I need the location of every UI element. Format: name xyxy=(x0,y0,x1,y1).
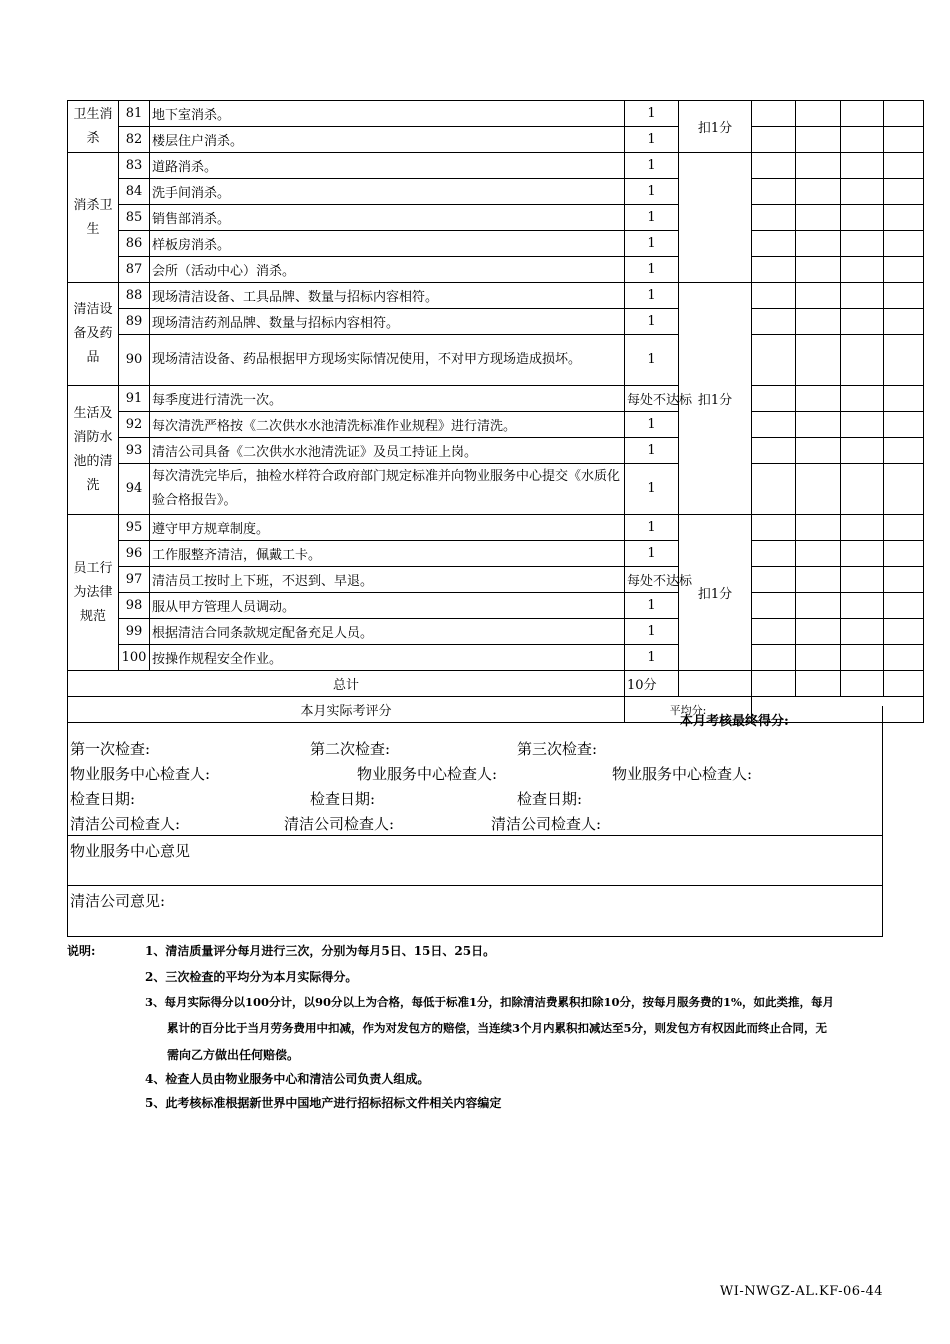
blank-score-cell xyxy=(796,619,841,645)
table-row xyxy=(68,515,924,541)
item-text: 清洁公司具备《二次供水水池清洗证》及员工持证上岗。 xyxy=(150,438,625,464)
blank-cell xyxy=(679,671,752,697)
item-number: 94 xyxy=(119,464,150,515)
item-score: 1 xyxy=(625,101,679,127)
table-row xyxy=(68,231,924,257)
item-text: 现场清洁设备、工具品牌、数量与招标内容相符。 xyxy=(150,283,625,309)
blank-score-cell xyxy=(884,412,924,438)
blank-score-cell xyxy=(841,386,884,412)
blank-score-cell xyxy=(752,671,796,697)
blank-score-cell xyxy=(796,464,841,515)
item-number: 86 xyxy=(119,231,150,257)
blank-score-cell xyxy=(752,412,796,438)
blank-score-cell xyxy=(752,127,796,153)
item-score: 1 xyxy=(625,438,679,464)
blank-score-cell xyxy=(841,231,884,257)
note-5: 5、此考核标准根据新世界中国地产进行招标招标文件相关内容编定 xyxy=(145,1096,502,1110)
blank-score-cell xyxy=(884,541,924,567)
table-row xyxy=(68,541,924,567)
note-3b: 累计的百分比于当月劳务费用中扣减，作为对发包方的赔偿，当连续3个月内累积扣减达至5分，则发包方有权因此而终止合同，无 xyxy=(167,1021,827,1035)
category-cell: 生活及消防水池的清洗 xyxy=(68,386,119,515)
blank-score-cell xyxy=(841,515,884,541)
blank-score-cell xyxy=(884,515,924,541)
check-date-3: 检查日期: xyxy=(517,790,583,808)
blank-score-cell xyxy=(796,593,841,619)
check-date-2: 检查日期: xyxy=(310,790,376,808)
item-score: 每处不达标 xyxy=(625,386,679,412)
item-text: 现场清洁药剂品牌、数量与招标内容相符。 xyxy=(150,309,625,335)
item-text: 洗手间消杀。 xyxy=(150,179,625,205)
item-text: 根据清洁合同条款规定配备充足人员。 xyxy=(150,619,625,645)
item-score: 1 xyxy=(625,412,679,438)
blank-score-cell xyxy=(752,386,796,412)
item-text: 现场清洁设备、药品根据甲方现场实际情况使用，不对甲方现场造成损坏。 xyxy=(150,335,625,386)
table-row xyxy=(68,127,924,153)
clean-inspector-2: 清洁公司检查人: xyxy=(284,815,395,833)
table-row xyxy=(68,412,924,438)
item-text: 样板房消杀。 xyxy=(150,231,625,257)
blank-score-cell xyxy=(752,645,796,671)
blank-score-cell xyxy=(796,127,841,153)
blank-score-cell xyxy=(796,412,841,438)
deduct-cell: 扣1分 xyxy=(679,283,752,515)
total-row xyxy=(68,671,924,697)
blank-score-cell xyxy=(752,257,796,283)
item-text: 按操作规程安全作业。 xyxy=(150,645,625,671)
final-score-label: 本月考核最终得分: xyxy=(680,714,789,729)
blank-score-cell xyxy=(884,438,924,464)
blank-score-cell xyxy=(752,567,796,593)
table-row xyxy=(68,438,924,464)
blank-score-cell xyxy=(796,386,841,412)
blank-score-cell xyxy=(796,101,841,127)
blank-score-cell xyxy=(884,231,924,257)
blank-score-cell xyxy=(841,541,884,567)
blank-score-cell xyxy=(841,645,884,671)
table-row xyxy=(68,335,924,386)
blank-score-cell xyxy=(884,386,924,412)
item-score: 1 xyxy=(625,205,679,231)
table-row xyxy=(68,567,924,593)
blank-score-cell xyxy=(796,231,841,257)
blank-score-cell xyxy=(796,283,841,309)
blank-score-cell xyxy=(752,153,796,179)
blank-score-cell xyxy=(752,464,796,515)
clean-inspector-1: 清洁公司检查人: xyxy=(70,815,181,833)
blank-score-cell xyxy=(841,283,884,309)
inspection-table xyxy=(67,100,924,723)
item-score: 1 xyxy=(625,335,679,386)
blank-score-cell xyxy=(796,309,841,335)
blank-score-cell xyxy=(796,567,841,593)
item-number: 81 xyxy=(119,101,150,127)
item-score: 每处不达标 xyxy=(625,567,679,593)
mgmt-opinion-label: 物业服务中心意见 xyxy=(70,842,191,860)
item-score: 1 xyxy=(625,153,679,179)
clean-opinion-label: 清洁公司意见: xyxy=(70,892,166,910)
item-number: 95 xyxy=(119,515,150,541)
check-date-1: 检查日期: xyxy=(70,790,136,808)
table-row xyxy=(68,645,924,671)
notes-label: 说明: xyxy=(67,944,96,958)
note-3c: 需向乙方做出任何赔偿。 xyxy=(167,1048,300,1062)
blank-score-cell xyxy=(752,309,796,335)
item-text: 会所（活动中心）消杀。 xyxy=(150,257,625,283)
item-score: 1 xyxy=(625,619,679,645)
blank-score-cell xyxy=(796,179,841,205)
item-number: 97 xyxy=(119,567,150,593)
table-row xyxy=(68,153,924,179)
deduct-cell: 扣1分 xyxy=(679,101,752,153)
item-number: 88 xyxy=(119,283,150,309)
category-cell: 消杀卫生 xyxy=(68,153,119,283)
item-text: 每季度进行清洗一次。 xyxy=(150,386,625,412)
blank-score-cell xyxy=(884,205,924,231)
blank-score-cell xyxy=(752,283,796,309)
item-text: 工作服整齐清洁，佩戴工卡。 xyxy=(150,541,625,567)
table-row xyxy=(68,619,924,645)
item-score: 1 xyxy=(625,127,679,153)
item-score: 1 xyxy=(625,309,679,335)
blank-score-cell xyxy=(796,205,841,231)
blank-score-cell xyxy=(884,127,924,153)
blank-score-cell xyxy=(884,153,924,179)
average-label: 平均分: xyxy=(625,697,752,723)
item-number: 98 xyxy=(119,593,150,619)
blank-score-cell xyxy=(841,309,884,335)
table-row xyxy=(68,386,924,412)
category-cell: 员工行为法律规范 xyxy=(68,515,119,671)
blank-score-cell xyxy=(884,593,924,619)
deduct-cell: 扣1分 xyxy=(679,515,752,671)
item-number: 92 xyxy=(119,412,150,438)
table-row xyxy=(68,205,924,231)
blank-score-cell xyxy=(796,645,841,671)
blank-score-cell xyxy=(752,515,796,541)
blank-score-cell xyxy=(841,179,884,205)
note-4: 4、检查人员由物业服务中心和清洁公司负责人组成。 xyxy=(145,1072,430,1086)
item-score: 1 xyxy=(625,515,679,541)
note-3a: 3、每月实际得分以100分计，以90分以上为合格，每低于标准1分，扣除清洁费累积扣除10分，按每月服务费的1%，如此类推，每月 xyxy=(145,995,834,1009)
signature-section xyxy=(67,706,883,937)
blank-score-cell xyxy=(752,101,796,127)
item-score: 1 xyxy=(625,464,679,515)
item-score: 1 xyxy=(625,179,679,205)
blank-score-cell xyxy=(796,335,841,386)
item-number: 100 xyxy=(119,645,150,671)
item-text: 每次清洗严格按《二次供水水池清洗标准作业规程》进行清洗。 xyxy=(150,412,625,438)
table-row xyxy=(68,101,924,127)
table-row xyxy=(68,179,924,205)
blank-score-cell xyxy=(841,619,884,645)
blank-score-cell xyxy=(884,283,924,309)
item-score: 1 xyxy=(625,593,679,619)
blank-score-cell xyxy=(884,619,924,645)
item-text: 地下室消杀。 xyxy=(150,101,625,127)
note-2: 2、三次检查的平均分为本月实际得分。 xyxy=(145,970,358,984)
table-row xyxy=(68,257,924,283)
blank-score-cell xyxy=(884,464,924,515)
blank-score-cell xyxy=(752,593,796,619)
table-row xyxy=(68,464,924,515)
item-score: 1 xyxy=(625,231,679,257)
note-1: 1、清洁质量评分每月进行三次，分别为每月5日、15日、25日。 xyxy=(145,944,496,958)
blank-score-cell xyxy=(796,541,841,567)
item-number: 90 xyxy=(119,335,150,386)
blank-score-cell xyxy=(884,671,924,697)
blank-score-cell xyxy=(752,438,796,464)
blank-score-cell xyxy=(752,335,796,386)
blank-score-cell xyxy=(841,412,884,438)
blank-score-cell xyxy=(841,671,884,697)
item-number: 84 xyxy=(119,179,150,205)
clean-inspector-3: 清洁公司检查人: xyxy=(491,815,602,833)
blank-score-cell xyxy=(796,257,841,283)
blank-score-cell xyxy=(884,101,924,127)
table-row xyxy=(68,283,924,309)
mgmt-inspector-1: 物业服务中心检查人: xyxy=(70,765,211,783)
item-number: 99 xyxy=(119,619,150,645)
blank-score-cell xyxy=(752,541,796,567)
item-score: 1 xyxy=(625,645,679,671)
blank-score-cell xyxy=(841,438,884,464)
category-cell: 卫生消杀 xyxy=(68,101,119,153)
blank-score-cell xyxy=(841,101,884,127)
document-number: WI-NWGZ-AL.KF-06-44 xyxy=(719,1284,883,1299)
item-score: 1 xyxy=(625,541,679,567)
actual-score-label: 本月实际考评分 xyxy=(68,697,625,723)
category-cell: 清洁设备及药品 xyxy=(68,283,119,386)
divider xyxy=(68,835,882,836)
item-text: 清洁员工按时上下班，不迟到、早退。 xyxy=(150,567,625,593)
blank-score-cell xyxy=(884,179,924,205)
blank-score-cell xyxy=(841,205,884,231)
blank-score-cell xyxy=(841,127,884,153)
divider xyxy=(68,885,882,886)
table-row xyxy=(68,593,924,619)
item-score: 1 xyxy=(625,257,679,283)
item-number: 85 xyxy=(119,205,150,231)
blank-score-cell xyxy=(752,205,796,231)
blank-score-cell xyxy=(841,593,884,619)
table-row xyxy=(68,309,924,335)
deduct-cell xyxy=(679,153,752,283)
item-number: 87 xyxy=(119,257,150,283)
blank-score-cell xyxy=(841,257,884,283)
blank-score-cell xyxy=(841,567,884,593)
first-check-label: 第一次检查: xyxy=(70,740,151,758)
blank-score-cell xyxy=(841,153,884,179)
item-number: 96 xyxy=(119,541,150,567)
mgmt-inspector-3: 物业服务中心检查人: xyxy=(612,765,753,783)
blank-score-cell xyxy=(752,179,796,205)
item-text: 每次清洗完毕后，抽检水样符合政府部门规定标准并向物业服务中心提交《水质化验合格报告》。 xyxy=(150,464,625,515)
blank-score-cell xyxy=(796,438,841,464)
blank-score-cell xyxy=(884,257,924,283)
item-text: 销售部消杀。 xyxy=(150,205,625,231)
blank-score-cell xyxy=(796,515,841,541)
blank-score-cell xyxy=(884,567,924,593)
blank-score-cell xyxy=(752,619,796,645)
second-check-label: 第二次检查: xyxy=(310,740,391,758)
blank-score-cell xyxy=(884,309,924,335)
item-score: 1 xyxy=(625,283,679,309)
blank-score-cell xyxy=(796,153,841,179)
mgmt-inspector-2: 物业服务中心检查人: xyxy=(357,765,498,783)
blank-score-cell xyxy=(796,671,841,697)
blank-score-cell xyxy=(841,464,884,515)
item-text: 遵守甲方规章制度。 xyxy=(150,515,625,541)
item-number: 83 xyxy=(119,153,150,179)
item-text: 道路消杀。 xyxy=(150,153,625,179)
third-check-label: 第三次检查: xyxy=(517,740,598,758)
total-value: 10分 xyxy=(625,671,679,697)
item-text: 楼层住户消杀。 xyxy=(150,127,625,153)
item-text: 服从甲方管理人员调动。 xyxy=(150,593,625,619)
total-label: 总计 xyxy=(68,671,625,697)
item-number: 93 xyxy=(119,438,150,464)
item-number: 89 xyxy=(119,309,150,335)
blank-score-cell xyxy=(841,335,884,386)
item-number: 82 xyxy=(119,127,150,153)
blank-score-cell xyxy=(884,335,924,386)
blank-score-cell xyxy=(752,231,796,257)
blank-score-cell xyxy=(884,645,924,671)
item-number: 91 xyxy=(119,386,150,412)
